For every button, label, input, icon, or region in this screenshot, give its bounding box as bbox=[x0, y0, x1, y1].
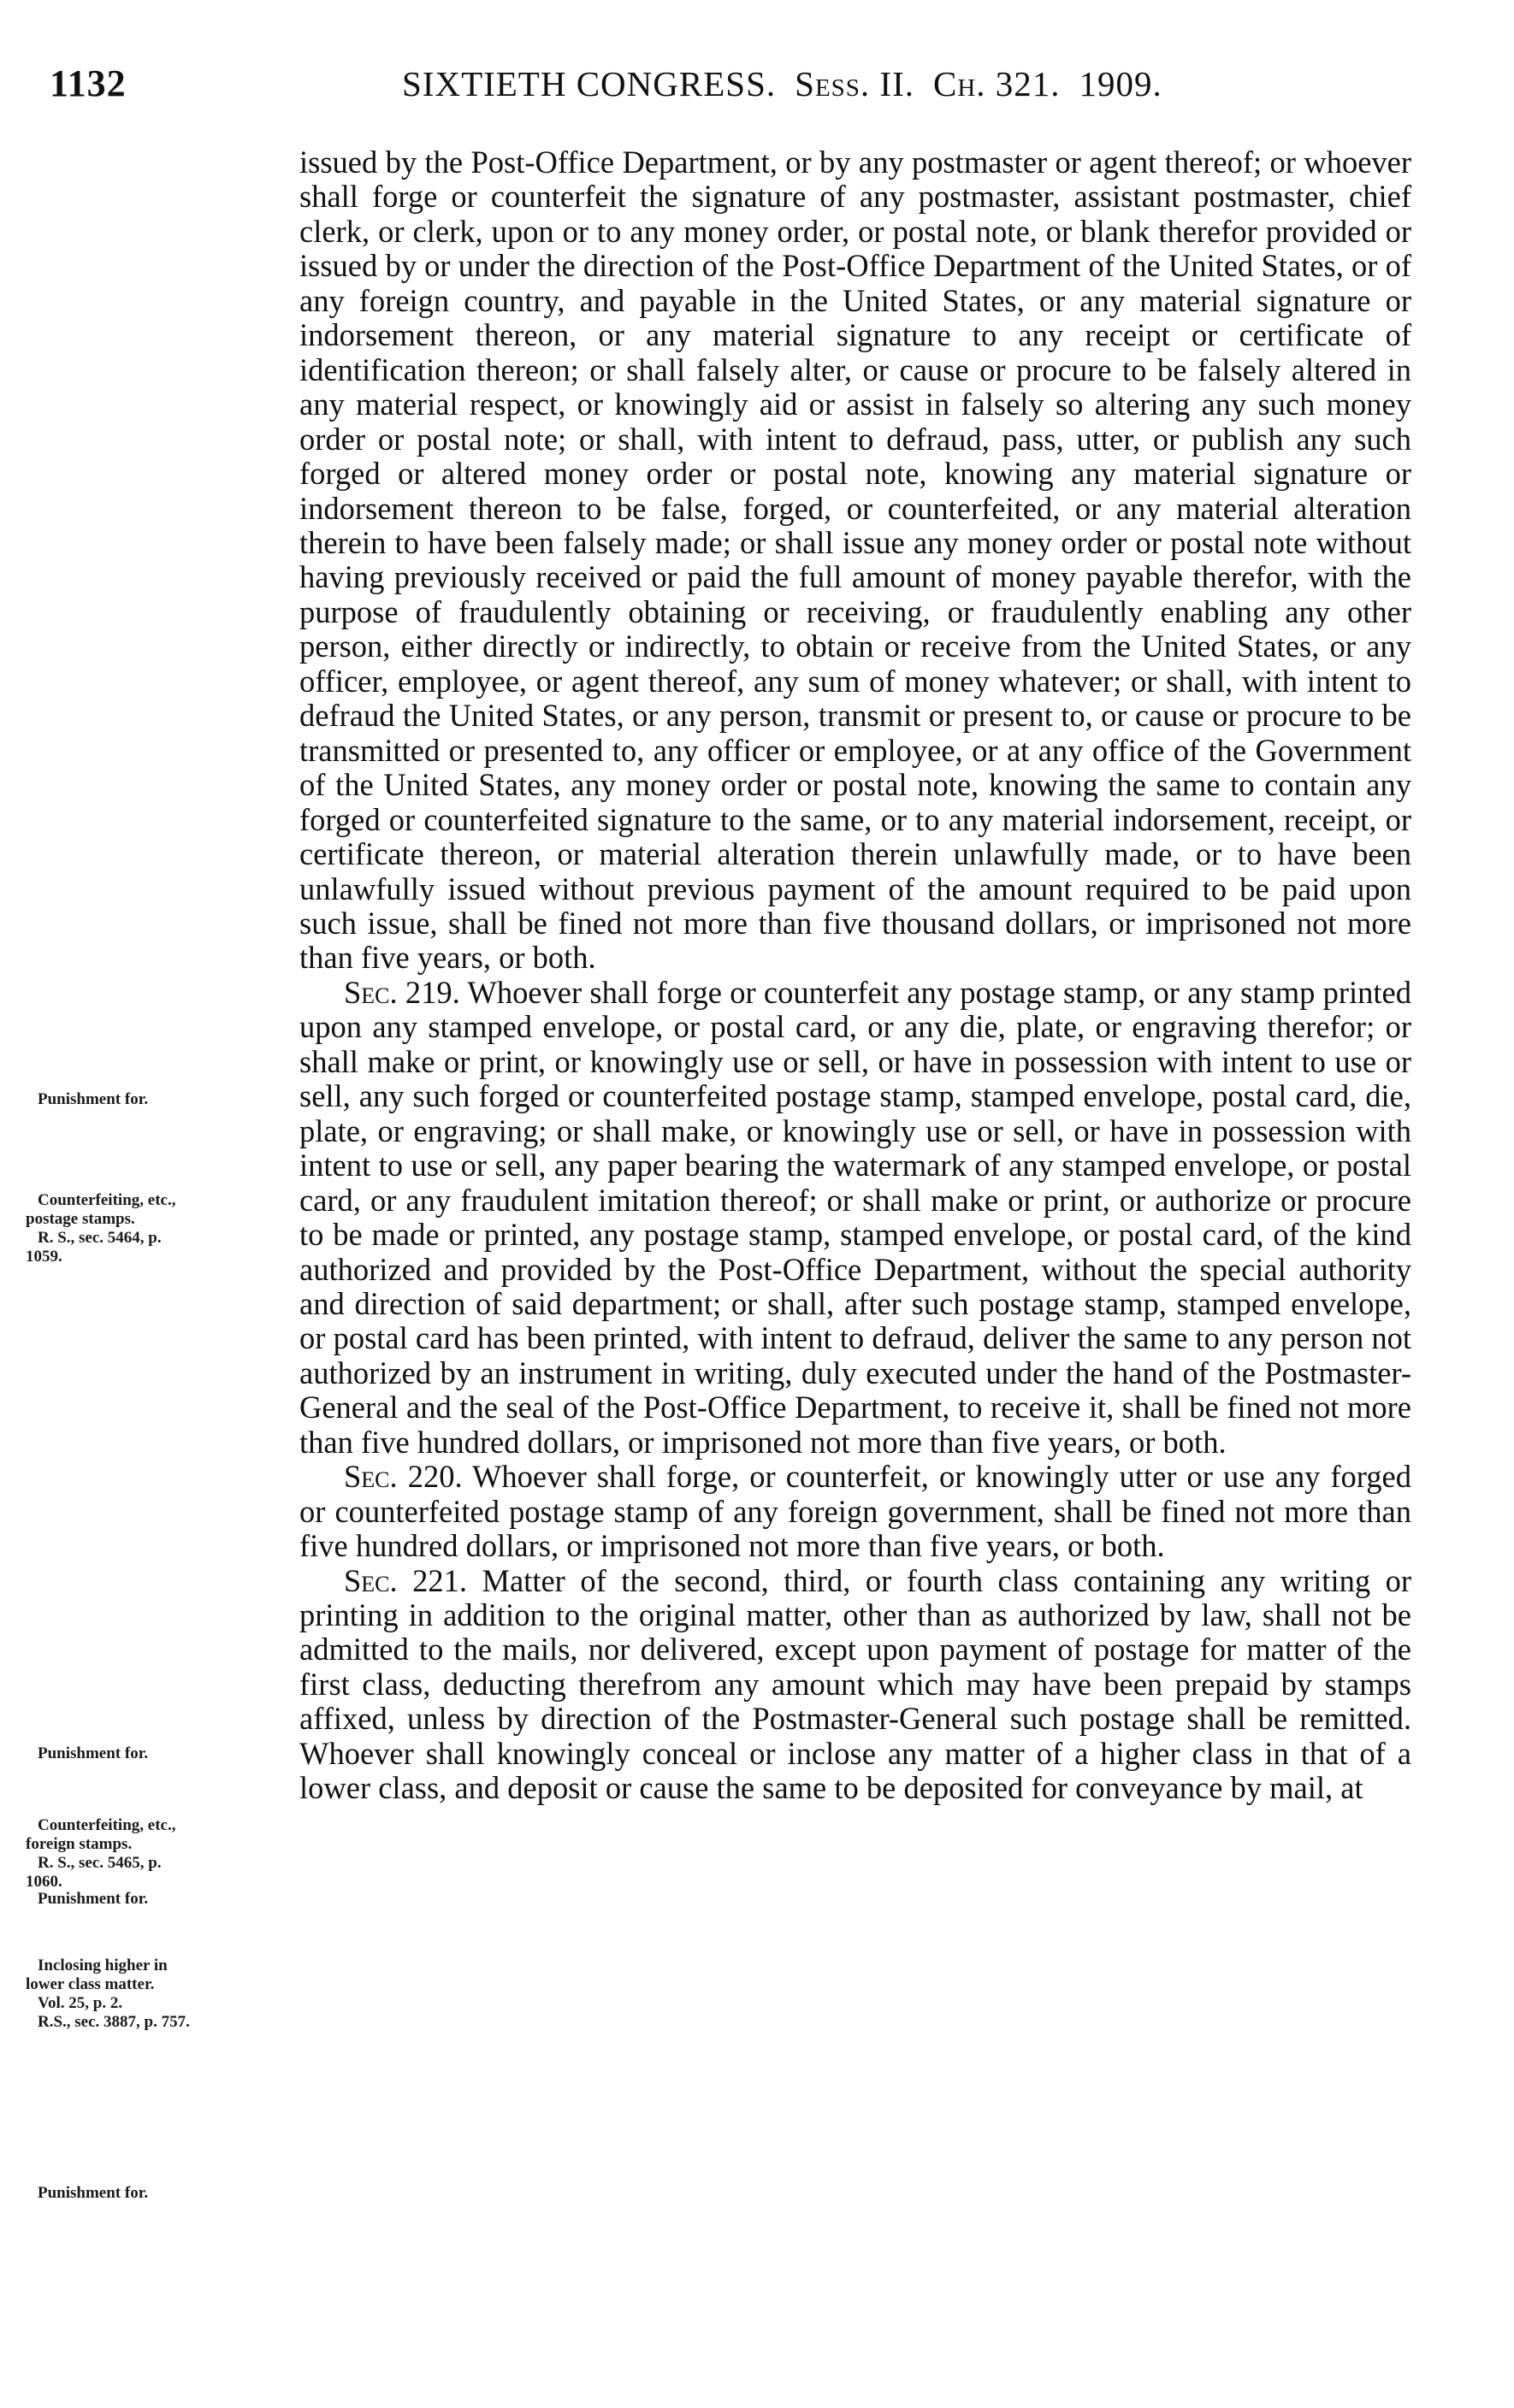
margin-note-punishment-1 bbox=[26, 1090, 287, 1109]
page-number: 1132 bbox=[50, 62, 127, 104]
margin-note-line: foreign stamps. bbox=[26, 1835, 133, 1853]
section-220-label: Sec. 220. bbox=[344, 1459, 463, 1495]
margin-note-text: Punishment for. bbox=[38, 1890, 149, 1908]
running-head bbox=[402, 63, 1162, 104]
year-label: 1909. bbox=[1079, 64, 1162, 103]
margin-note-line: 1060. bbox=[26, 1873, 62, 1891]
section-219-label: Sec. 219. bbox=[344, 974, 460, 1010]
margin-note-section-221 bbox=[26, 1956, 287, 2032]
margin-note-line: R. S., sec. 5464, p. bbox=[38, 1229, 162, 1247]
section-221 bbox=[299, 1564, 1411, 1806]
section-221-text: Matter of the second, third, or fourth class containing any writing or printing in addition to the original matter, other than as authorized by law, shall not be admitted to the mails, nor delivered, except upon payment of postage for matter of the first class, deducting therefrom any amount which may have been prepaid by stamps affixed, unless by direction of the Postmaster-General such postage shall be remitted. Whoever shall knowingly conceal or inclose any matter of a higher class in that of a lower class, and deposit or cause the same to be deposited for conveyance by mail, at bbox=[299, 1562, 1411, 1806]
section-221-label: Sec. 221. bbox=[344, 1562, 468, 1598]
margin-note-punishment-3 bbox=[26, 1890, 287, 1909]
margin-note-line: Vol. 25, p. 2. bbox=[38, 1994, 123, 2012]
section-220-text: Whoever shall forge, or counterfeit, or knowingly utter or use any forged or counterfeited postage stamp of any foreign government, shall be fined not more than five hundred dollars, or imprisoned not more than five years, or both. bbox=[299, 1459, 1412, 1564]
margin-note-line: 1059. bbox=[26, 1248, 62, 1266]
margin-note-punishment-4 bbox=[26, 2184, 287, 2203]
margin-note-text: Punishment for. bbox=[38, 1744, 149, 1762]
margin-note-line: R.S., sec. 3887, p. 757. bbox=[38, 2013, 190, 2031]
margin-note-punishment-2 bbox=[26, 1744, 287, 1763]
margin-note-line: Counterfeiting, etc., bbox=[38, 1816, 176, 1834]
paragraph-continuation: issued by the Post-Office Department, or by any postmaster or agent thereof; or whoever shall forge or counterfeit the signature of any postmaster, assistant postmaster, chief clerk, or clerk, upon or to any money order, or postal note, or blank therefor provided or issued by or under the direction of the Post-Office Department of the United States, or of any foreign country, and payable in the United States, or any material signature or indorsement thereon, or any material signature to any receipt or certificate of identification thereon; or shall falsely alter, or cause or procure to be falsely altered in any material respect, or knowingly aid or assist in falsely so altering any such money order or postal note; or shall, with intent to defraud, pass, utter, or publish any such forged or altered money order or postal note, knowing any material signature or indorsement thereon to be false, forged, or counterfeited, or any material alteration therein to have been falsely made; or shall issue any money order or postal note without having previously received or paid the full amount of money payable therefor, with the purpose of fraudulently obtaining or receiving, or fraudulently enabling any other person, either directly or indirectly, to obtain or receive from the United States, or any officer, employee, or agent thereof, any sum of money whatever; or shall, with intent to defraud the United States, or any person, transmit or present to, or cause or procure to be transmitted or presented to, any officer or employee, or at any office of the Government of the United States, any money order or postal note, knowing the same to contain any forged or counterfeited signature to the same, or to any material indorsement, receipt, or certificate thereon, or material alteration therein unlawfully made, or to have been unlawfully issued without previous payment of the amount required to be paid upon such issue, shall be fined not more than five thousand dollars, or imprisoned not more than five years, or both. bbox=[299, 145, 1411, 976]
margin-note-line: Counterfeiting, etc., bbox=[38, 1191, 176, 1209]
statute-body bbox=[299, 145, 1411, 1806]
margin-note-line: lower class matter. bbox=[26, 1975, 155, 1993]
margin-note-section-219 bbox=[26, 1191, 287, 1266]
section-220 bbox=[299, 1460, 1411, 1563]
margin-note-section-220 bbox=[26, 1816, 287, 1892]
margin-note-line: postage stamps. bbox=[26, 1210, 135, 1228]
session-label: Sess. II. bbox=[795, 64, 914, 103]
margin-note-line: Inclosing higher in bbox=[38, 1956, 168, 1974]
chapter-label: Ch. 321. bbox=[932, 64, 1061, 103]
section-219-text: Whoever shall forge or counterfeit any postage stamp, or any stamp printed upon any stamped envelope, or postal card, or any die, plate, or engraving therefor; or shall make or print, or knowingly use or sell, or have in possession with intent to use or sell, any such forged or counterfeited postage stamp, stamped envelope, postal card, die, plate, or engraving; or shall make, or knowingly use or sell, or have in possession with intent to use or sell, any paper bearing the watermark of any stamped envelope, or postal card, or any fraudulent imitation thereof; or shall make or print, or authorize or procure to be made or printed, any postage stamp, stamped envelope, or postal card, of the kind authorized and provided by the Post-Office Department, without the special authority and direction of said department; or shall, after such postage stamp, stamped envelope, or postal card has been printed, with intent to defraud, deliver the same to any person not authorized by an instrument in writing, duly executed under the hand of the Postmaster-General and the seal of the Post-Office Department, to receive it, shall be fined not more than five hundred dollars, or imprisoned not more than five years, or both. bbox=[299, 974, 1412, 1460]
margin-note-line: R. S., sec. 5465, p. bbox=[38, 1854, 162, 1872]
congress-title: SIXTIETH CONGRESS. bbox=[402, 64, 777, 103]
margin-note-text: Punishment for. bbox=[38, 1090, 149, 1108]
margin-note-text: Punishment for. bbox=[38, 2184, 149, 2202]
section-219 bbox=[299, 976, 1411, 1460]
